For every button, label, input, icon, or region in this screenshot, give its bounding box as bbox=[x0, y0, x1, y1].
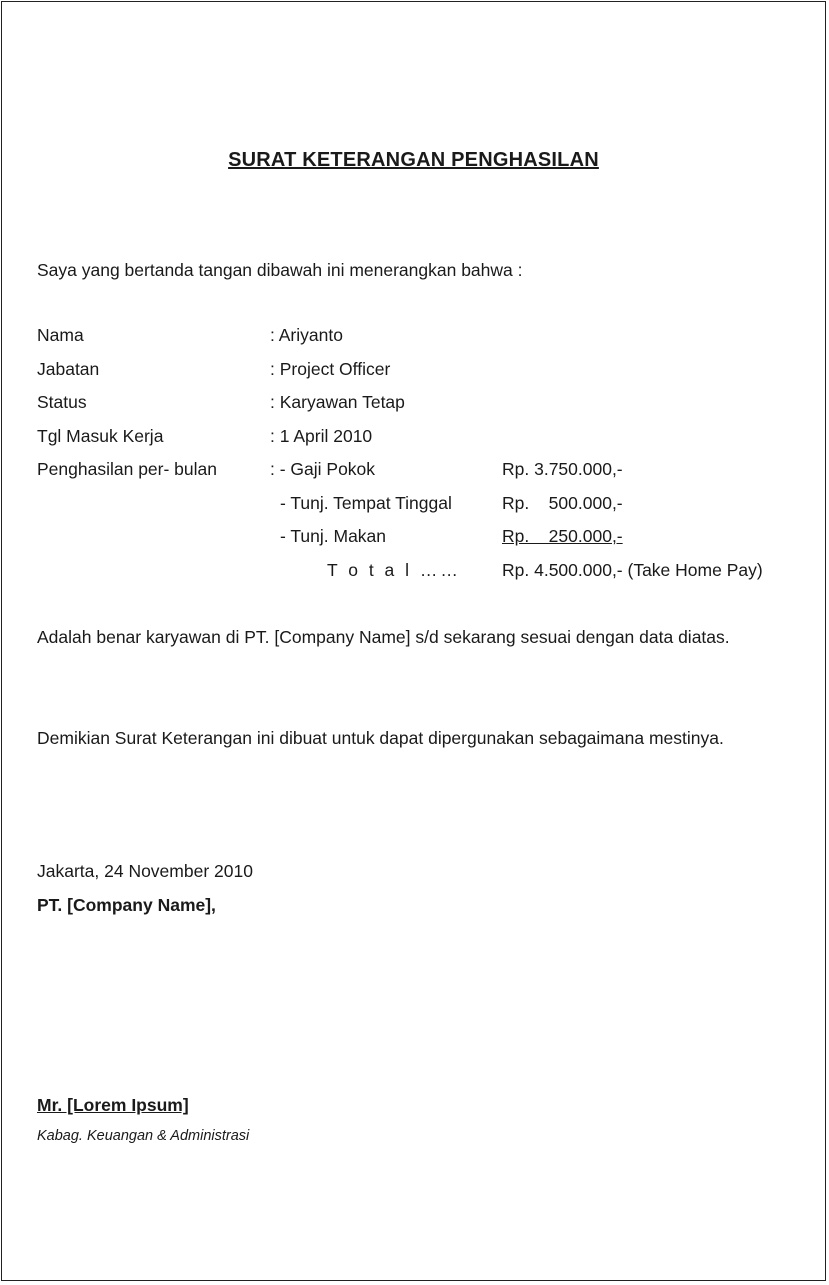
field-value-tgl-masuk: : 1 April 2010 bbox=[270, 426, 373, 446]
paragraph-employment-confirmation: Adalah benar karyawan di PT. [Company Name] s/d sekarang sesuai dengan data diatas. bbox=[37, 627, 730, 647]
field-label-jabatan: Jabatan bbox=[37, 359, 100, 379]
signer-name: Mr. [Lorem Ipsum] bbox=[37, 1095, 189, 1115]
field-label-nama: Nama bbox=[37, 325, 84, 345]
income-item-desc: : - Gaji Pokok bbox=[270, 459, 376, 479]
document-title: SURAT KETERANGAN PENGHASILAN bbox=[228, 149, 599, 171]
income-item-desc: - Tunj. Makan bbox=[280, 526, 387, 546]
field-label-tgl-masuk: Tgl Masuk Kerja bbox=[37, 426, 164, 446]
company-name: PT. [Company Name], bbox=[37, 895, 216, 915]
income-item-amount: Rp. 500.000,- bbox=[502, 493, 623, 513]
intro-text: Saya yang bertanda tangan dibawah ini menerangkan bahwa : bbox=[37, 260, 523, 280]
field-value-jabatan: : Project Officer bbox=[270, 359, 391, 379]
income-item-desc: - Tunj. Tempat Tinggal bbox=[280, 493, 452, 513]
paragraph-closing: Demikian Surat Keterangan ini dibuat untuk dapat dipergunakan sebagaimana mestinya. bbox=[37, 728, 724, 748]
total-amount: Rp. 4.500.000,- (Take Home Pay) bbox=[502, 560, 763, 580]
place-date: Jakarta, 24 November 2010 bbox=[37, 861, 253, 881]
income-item-amount: Rp. 250.000,- bbox=[502, 526, 623, 546]
document-page bbox=[1, 1, 826, 1281]
field-value-status: : Karyawan Tetap bbox=[270, 392, 405, 412]
field-label-status: Status bbox=[37, 392, 87, 412]
income-label: Penghasilan per- bulan bbox=[37, 459, 217, 479]
signer-title: Kabag. Keuangan & Administrasi bbox=[37, 1128, 250, 1144]
income-item-amount: Rp. 3.750.000,- bbox=[502, 459, 623, 479]
total-label: T o t a l …… bbox=[327, 560, 461, 580]
field-value-nama: : Ariyanto bbox=[270, 325, 343, 345]
